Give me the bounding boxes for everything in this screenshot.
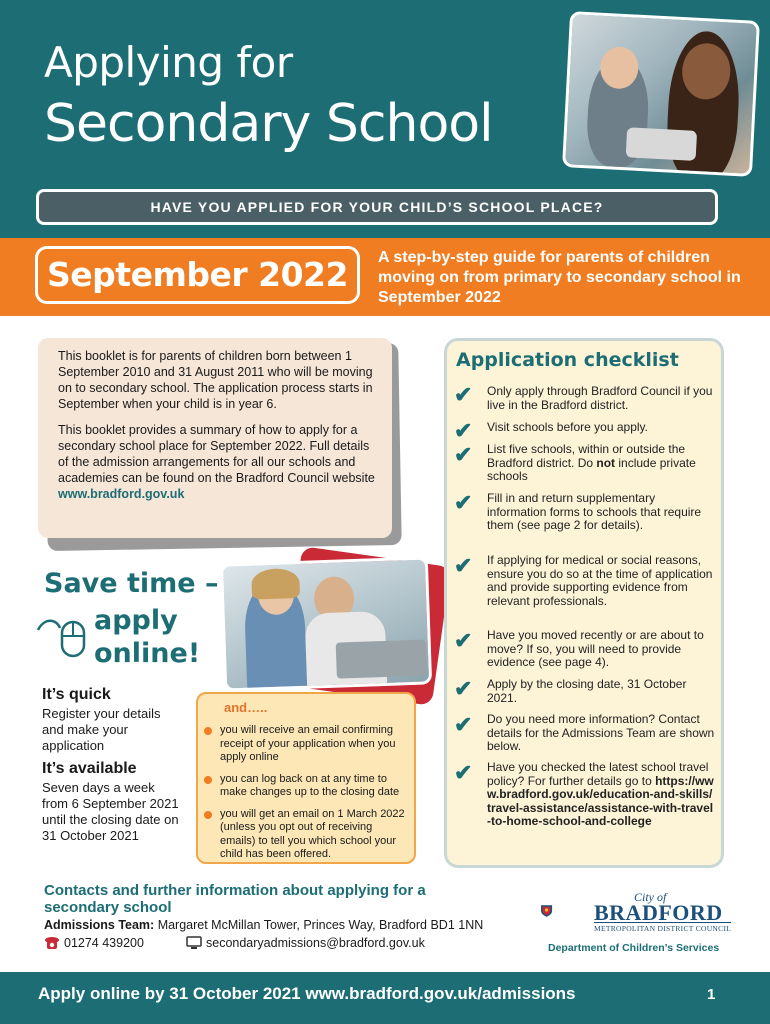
page-number: 1 — [707, 986, 716, 1003]
intake-date-badge: September 2022 — [35, 246, 360, 304]
checklist-item — [487, 761, 715, 829]
apply-online-heading — [94, 604, 200, 670]
department-label: Department of Children’s Services — [548, 942, 720, 954]
list-item: you can log back on at any time to make changes up to the closing date — [220, 773, 406, 800]
checklist-item: Only apply through Bradford Council if you live in the Bradford district. — [487, 384, 713, 412]
checklist-item-emphasis: not — [596, 455, 616, 470]
bradford-crest-icon — [540, 886, 590, 936]
footer-apply-online[interactable]: Apply online by 31 October 2021 www.bradford.gov.uk/admissions — [38, 984, 576, 1003]
checklist-item-text: Have you checked the latest school travel policy? For further details go to — [487, 760, 709, 788]
address-text: Margaret McMillan Tower, Princes Way, Bradford BD1 1NN — [154, 918, 484, 932]
checkmark-icon: ✔ — [454, 418, 473, 443]
council-subtitle: METROPOLITAN DISTRICT COUNCIL — [594, 924, 732, 933]
quick-text: Register your details and make your application — [42, 706, 161, 753]
phone-icon — [44, 936, 60, 950]
checklist-item: Visit schools before you apply. — [487, 420, 648, 434]
intro-paragraph-2 — [58, 422, 378, 502]
checklist-item: Have you moved recently or are about to move? If so, you will need to provide evidence (see page 4). — [487, 628, 704, 669]
question-banner: HAVE YOU APPLIED FOR YOUR CHILD’S SCHOOL PLACE? — [36, 189, 718, 225]
city-of-label: City of — [634, 890, 667, 904]
checkmark-icon: ✔ — [454, 553, 473, 578]
checklist-item-text-end: include private schools — [487, 455, 696, 483]
checklist-item: Apply by the closing date, 31 October 2021. — [487, 677, 687, 705]
checklist-item: Fill in and return supplementary information forms to schools that require them (see page 2 for details). — [487, 491, 702, 532]
intro-paragraph-1: This booklet is for parents of children born between 1 September 2010 and 31 August 2011 who will be moving on to secondary school. The application process starts in September when your child is in year 6. — [58, 349, 373, 411]
intro-paragraph-2-text: This booklet provides a summary of how to apply for a secondary school place for September 2022. Full details of the admission arrangements for all our schools and academies can be found on the Bradford Council website — [58, 423, 375, 485]
list-item: you will get an email on 1 March 2022 (unless you opt out of receiving emails) to tell you which school your child has been offered. — [220, 807, 405, 860]
checkmark-icon: ✔ — [454, 712, 473, 737]
apply-word: apply — [94, 605, 178, 636]
checklist-item — [487, 443, 715, 484]
phone-number[interactable]: 01274 439200 — [64, 936, 144, 950]
title-line-1: Applying for — [44, 38, 293, 87]
checkmark-icon: ✔ — [454, 442, 473, 467]
quick-heading: It’s quick — [42, 686, 111, 703]
checklist-title: Application checklist — [456, 349, 679, 371]
online-benefits-list — [220, 724, 406, 862]
online-benefits-box — [196, 692, 416, 864]
mouse-icon — [34, 610, 90, 660]
available-text: Seven days a week from 6 September 2021 until the closing date on 31 October 2021 — [42, 780, 179, 843]
intro-box — [38, 338, 392, 538]
list-item: you will receive an email confirming receipt of your application when you apply online — [220, 724, 406, 765]
parents-online-photo — [220, 556, 432, 691]
checkmark-icon: ✔ — [454, 760, 473, 785]
guide-subtitle: A step-by-step guide for parents of children moving on from primary to secondary school in September 2022 — [378, 249, 741, 306]
bradford-website-link[interactable]: www.bradford.gov.uk — [58, 487, 185, 501]
checkmark-icon: ✔ — [454, 382, 473, 407]
bradford-logo-text: BRADFORD — [594, 900, 723, 925]
contacts-heading: Contacts and further information about applying for a secondary school — [44, 882, 426, 916]
checkmark-icon: ✔ — [454, 676, 473, 701]
checklist-item: Do you need more information? Contact details for the Admissions Team are shown below. — [487, 712, 715, 753]
online-benefits-title: and….. — [224, 700, 268, 715]
travel-policy-link[interactable]: https://www.bradford.gov.uk/education-and-skills/travel-assistance/assistance-with-travel-to-home-school-and-college — [487, 773, 714, 828]
checkmark-icon: ✔ — [454, 628, 473, 653]
save-time-heading: Save time – — [44, 568, 219, 599]
email-address[interactable]: secondaryadmissions@bradford.gov.uk — [206, 936, 425, 950]
checklist-item: If applying for medical or social reasons, ensure you do so at the time of application and provide supporting evidence from relevant professionals. — [487, 553, 713, 608]
phone-contact — [44, 936, 144, 950]
computer-icon — [186, 936, 202, 950]
online-word: online! — [94, 638, 201, 669]
students-photo — [562, 11, 760, 177]
title-line-2: Secondary School — [44, 94, 493, 154]
admissions-address — [44, 918, 483, 932]
admissions-team-label: Admissions Team: — [44, 918, 155, 932]
checklist-item-text: List five schools, within or outside the Bradford district. Do — [487, 442, 686, 470]
checkmark-icon: ✔ — [454, 490, 473, 515]
email-contact — [186, 936, 425, 950]
available-heading: It’s available — [42, 760, 137, 777]
